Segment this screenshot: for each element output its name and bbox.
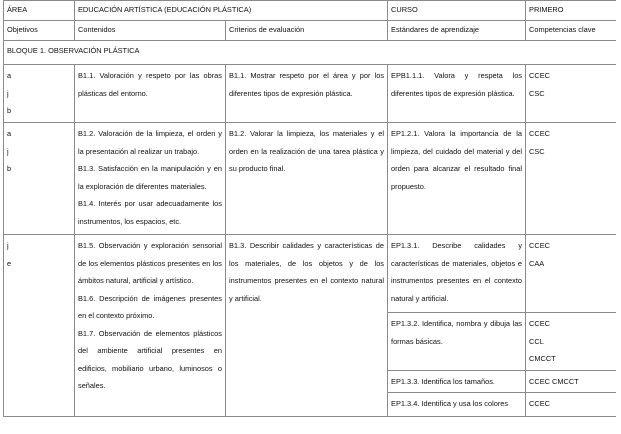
- header-row: [4, 1, 617, 21]
- objetivos-cell: j e: [4, 235, 75, 417]
- col-estandares: Estándares de aprendizaje: [388, 21, 526, 41]
- estandar-cell: EP1.3.1. Describe calidades y características de materiales, objetos e instrumentos presentes en el contexto natural y artificial.: [388, 235, 526, 313]
- curriculum-document: [3, 0, 616, 434]
- estandar-cell: EP1.2.1. Valora la importancia de la limpieza, del cuidado del material y del orden para alcanzar el resultado final propuesto.: [388, 123, 526, 235]
- competencias-cell: CCEC CSC: [526, 65, 616, 123]
- curso-value: PRIMERO: [526, 1, 616, 21]
- col-objetivos: Objetivos: [4, 21, 75, 41]
- criterio-cell: B1.1. Mostrar respeto por el área y por los diferentes tipos de expresión plástica.: [226, 65, 388, 123]
- curso-label: CURSO: [388, 1, 526, 21]
- competencias-cell: CCEC CSC: [526, 123, 616, 235]
- table-row: [4, 65, 617, 123]
- criterio-cell: B1.2. Valorar la limpieza, los materiales y el orden en la realización de una tarea plástica y su producto final.: [226, 123, 388, 235]
- area-value: EDUCACIÓN ARTÍSTICA (EDUCACIÓN PLÁSTICA): [75, 1, 388, 21]
- curriculum-table: [3, 0, 616, 417]
- contenido-item: B1.5. Observación y exploración sensorial de los elementos plásticos presentes en los ámbitos natural, artificial y artístico.: [78, 241, 222, 285]
- table-row: [4, 123, 617, 235]
- competencias-cell: CCEC: [526, 393, 616, 417]
- table-row: [4, 235, 617, 313]
- col-competencias: Competencias clave: [526, 21, 616, 41]
- area-label: ÁREA: [4, 1, 75, 21]
- objetivos-cell: a j b: [4, 123, 75, 235]
- contenidos-cell: [75, 65, 226, 123]
- contenido-item: B1.7. Observación de elementos plásticos del ambiente artificial presentes en edificios, mobiliario urbano, luminosos o señales.: [78, 328, 222, 390]
- estandar-cell: EPB1.1.1. Valora y respeta los diferentes tipos de expresión plástica.: [388, 65, 526, 123]
- contenidos-cell: [75, 123, 226, 235]
- estandar-cell: EP1.3.2. Identifica, nombra y dibuja las formas básicas.: [388, 313, 526, 371]
- competencias-cell: CCEC CAA: [526, 235, 616, 313]
- contenido-item: B1.4. Interés por usar adecuadamente los instrumentos, los espacios, etc.: [78, 199, 222, 226]
- criterio-cell: B1.3. Describir calidades y características de los materiales, de los objetos y de los instrumentos presentes en el contexto natural y artificial.: [226, 235, 388, 417]
- estandar-cell: EP1.3.3. Identifica los tamaños.: [388, 370, 526, 393]
- objetivos-cell: a j b: [4, 65, 75, 123]
- contenidos-cell: [75, 235, 226, 417]
- contenido-item: B1.3. Satisfacción en la manipulación y en la exploración de diferentes materiales.: [78, 164, 222, 191]
- competencias-cell: CCEC CMCCT: [526, 370, 616, 393]
- competencias-cell: CCEC CCL CMCCT: [526, 313, 616, 371]
- bloque-row: [4, 41, 617, 65]
- col-criterios: Criterios de evaluación: [226, 21, 388, 41]
- contenido-item: B1.6. Descripción de imágenes presentes en el contexto próximo.: [78, 293, 222, 320]
- column-header-row: [4, 21, 617, 41]
- contenido-item: B1.2. Valoración de la limpieza, el orden y la presentación al realizar un trabajo.: [78, 129, 222, 156]
- contenido-item: B1.1. Valoración y respeto por las obras plásticas del entorno.: [78, 71, 222, 98]
- estandar-cell: EP1.3.4. Identifica y usa los colores: [388, 393, 526, 417]
- bloque-title: BLOQUE 1. OBSERVACIÓN PLÁSTICA: [4, 41, 617, 65]
- col-contenidos: Contenidos: [75, 21, 226, 41]
